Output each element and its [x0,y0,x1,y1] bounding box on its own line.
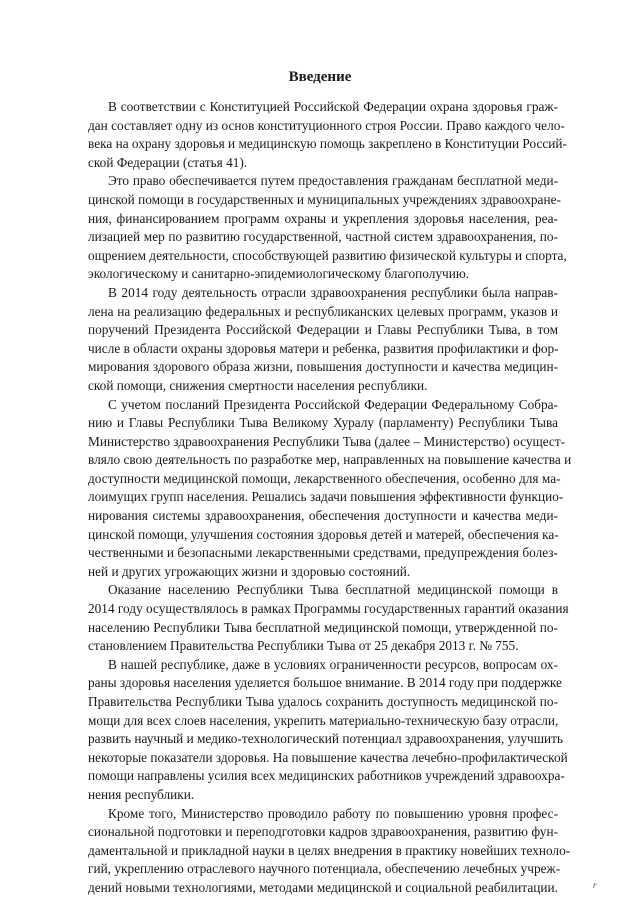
paragraph-line: нения республики. [88,786,195,802]
paragraph-line: В нашей республике, даже в условиях ограниченности ресурсов, вопросам ох- [108,656,558,672]
paragraph-line: нирования системы здравоохранения, обеспечения доступности и качества меди- [88,508,558,524]
paragraph-line: лена на реализацию федеральных и республиканских целевых программ, указов и [88,303,558,319]
page-corner-mark: r [593,880,597,890]
paragraph-line: мощи для всех слоев населения, укрепить материально-техническую базу отрасли, [88,712,559,728]
paragraph [88,98,567,172]
paragraph-line: цинской помощи, улучшения состояния здоровья детей и матерей, обеспечения ка- [88,526,559,542]
paragraph-line: цинской помощи в государственных и муниципальных учреждениях здравоохране- [88,191,561,207]
paragraph-line: мирования здорового образа жизни, повышения доступности и качества медицин- [88,359,558,375]
paragraph [88,172,567,284]
document-title: Введение [288,69,352,85]
paragraph [88,656,568,805]
paragraph-line: гий, укреплению отраслевого научного потенциала, обеспечению лечебных учреж- [88,861,561,877]
paragraph-line: С учетом посланий Президента Российской Федерации Федеральному Собра- [108,396,558,412]
paragraph-line: 2014 году осуществлялось в рамках Программы государственных гарантий оказания [88,601,569,617]
paragraph [88,396,572,582]
paragraph-line: лизацией мер по развитию государственной, частной систем здравоохранения, по- [88,229,558,245]
paragraph-line: числе в области охраны здоровья матери и ребенка, развития профилактики и фор- [88,340,559,356]
paragraph-line: дан составляет одну из основ конституционного строя России. Право каждого чело- [88,117,565,133]
paragraph-line: ской помощи, снижения смертности населения республики. [88,377,428,393]
paragraph-line: дений новыми технологиями, методами медицинской и социальной реабилитации. [88,879,558,895]
paragraph-line: экологическому и санитарно-эпидемиологическому благополучию. [88,266,470,282]
paragraph-line: В 2014 году деятельность отрасли здравоохранения республики была направ- [108,284,558,300]
paragraph-line: сиональной подготовки и переподготовки кадров здравоохранения, развитию фун- [88,824,558,840]
paragraph-line: чественными и безопасными лекарственными средствами, предупреждения болез- [88,545,558,561]
paragraph-line: доступности медицинской помощи, лекарственного обеспечения, особенно для ма- [88,470,561,486]
paragraph-line: некоторые показатели здоровья. На повышение качества лечебно-профилактической [88,749,568,765]
paragraph [88,805,571,898]
paragraph-line: населению Республики Тыва бесплатной медицинской помощи, утвержденной по- [88,619,558,635]
paragraph-line: ощрением деятельности, способствующей развитию физической культуры и спорта, [88,247,567,263]
paragraph [88,284,558,396]
paragraph-line: Кроме того, Министерство проводило работу по повышению уровня профес- [108,805,558,821]
paragraph-line: ния, финансированием программ охраны и укрепления здоровья населения, реа- [88,210,558,226]
paragraph-line: помощи направлены усилия всех медицинских работников учреждений здравоохра- [88,768,565,784]
paragraph-line: В соответствии с Конституцией Российской Федерации охрана здоровья граж- [108,99,558,114]
paragraph-line: нию и Главы Республики Тыва Великому Хуралу (парламенту) Республики Тыва [88,415,558,431]
paragraph-line: ней и других угрожающих жизни и здоровью состояний. [88,563,411,579]
paragraph [88,581,569,655]
paragraph-line: Министерство здравоохранения Республики Тыва (далее – Министерство) осущест- [88,433,566,449]
paragraph-line: ской Федерации (статья 41). [88,154,248,170]
paragraph-line: развить научный и медико-технологический потенциал здравоохранения, улучшить [88,731,563,747]
paragraph-line: Оказание населению Республики Тыва бесплатной медицинской помощи в [108,582,558,598]
paragraph-line: вляло свою деятельность по разработке мер, направленных на повышение качества и [88,452,572,468]
paragraph-line: лоимущих групп населения. Решались задачи повышения эффективности функцио- [88,489,564,505]
paragraph-line: Правительства Республики Тыва удалось сохранить доступность медицинской по- [88,694,558,709]
paragraph-line: раны здоровья населения уделяется большое внимание. В 2014 году при поддержке [88,675,562,691]
paragraph-line: поручений Президента Российской Федерации и Главы Республики Тыва, в том [88,322,558,338]
paragraph-line: становлением Правительства Республики Тыва от 25 декабря 2013 г. № 755. [88,638,519,654]
document-body [88,98,572,898]
paragraph-line: века на охрану здоровья и медицинскую помощь закреплено в Конституции Россий- [88,136,567,152]
paragraph-line: Это право обеспечивается путем предоставления гражданам бесплатной меди- [108,173,558,189]
paragraph-line: даментальной и прикладной науки в целях внедрения в практику новейших техноло- [88,842,571,858]
